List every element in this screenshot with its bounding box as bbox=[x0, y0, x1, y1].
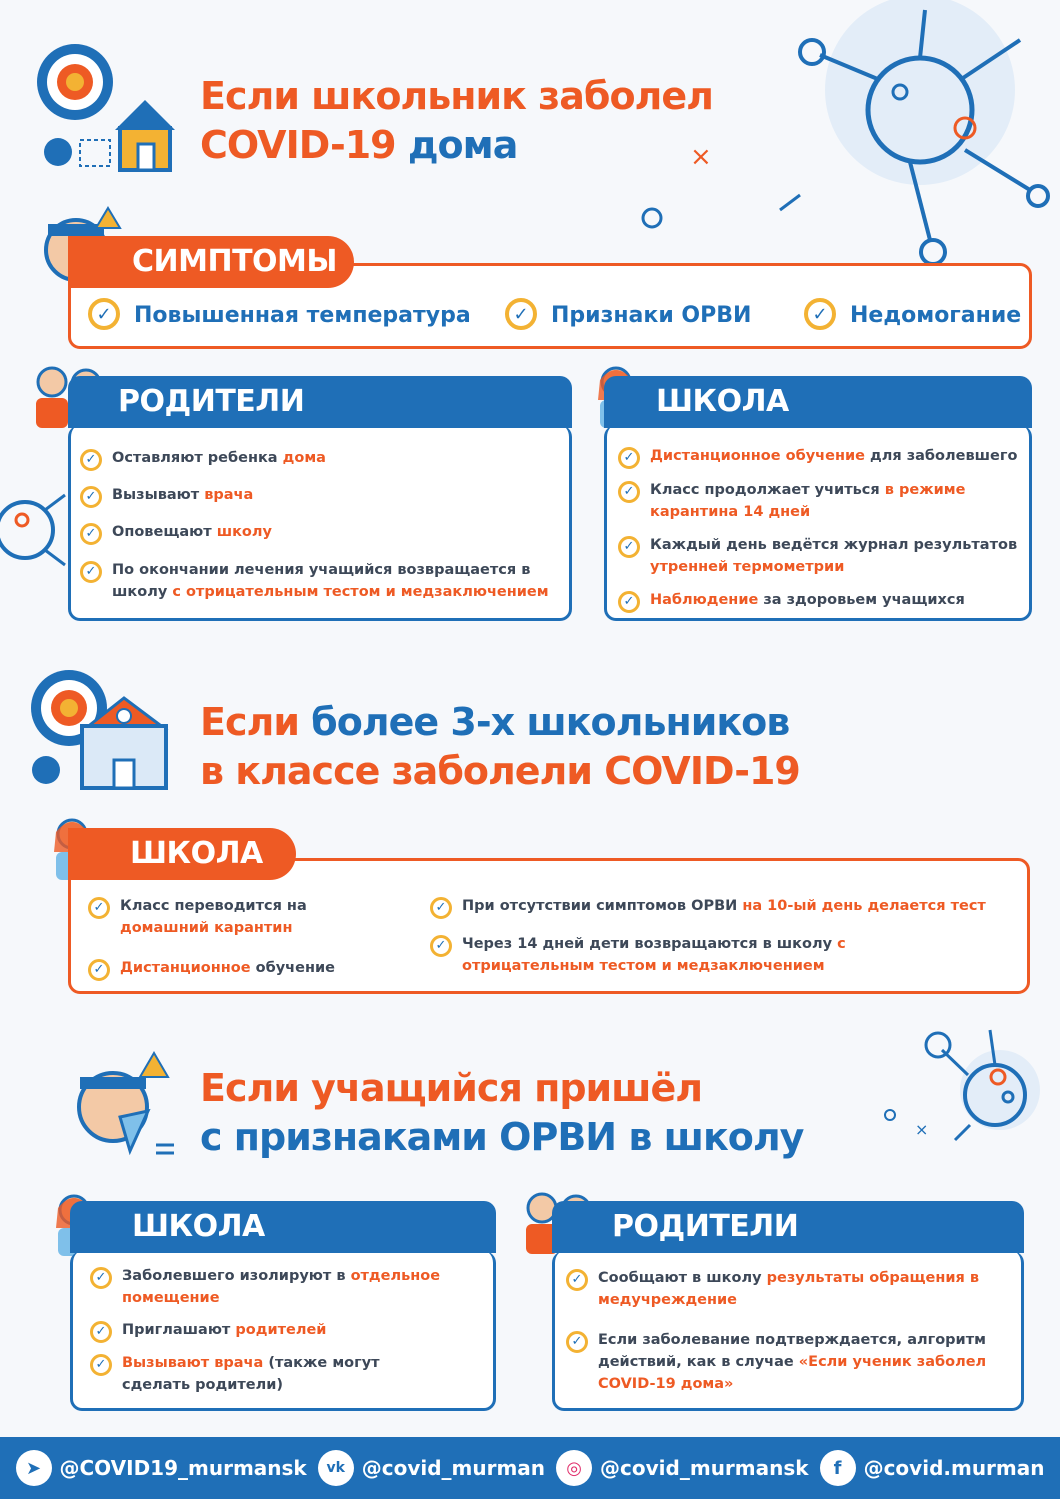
symptom-text: Повышенная температура bbox=[134, 302, 471, 328]
section2-title-if: Если bbox=[200, 700, 312, 744]
check-icon: ✓ bbox=[90, 1267, 112, 1289]
symptoms-label: СИМПТОМЫ bbox=[68, 236, 354, 288]
section3-title-line1: Если учащийся пришёл bbox=[200, 1066, 703, 1110]
instagram-link[interactable] bbox=[556, 1450, 809, 1486]
parents-item bbox=[80, 448, 560, 471]
check-icon: ✓ bbox=[80, 486, 102, 508]
item-text: Оставляют ребенка bbox=[112, 450, 283, 466]
item-highlight: в режиме карантина 14 дней bbox=[650, 482, 966, 520]
item-text: Приглашают bbox=[122, 1322, 236, 1338]
item-text: (также могут сделать родители) bbox=[122, 1355, 380, 1393]
item-text: Через 14 дней дети возвращаются в школу bbox=[462, 936, 838, 952]
school-item bbox=[618, 480, 1026, 524]
parents-label-1: РОДИТЕЛИ bbox=[68, 376, 572, 428]
item-highlight: родителей bbox=[235, 1322, 327, 1338]
telegram-handle: @COVID19_murmansk bbox=[59, 1456, 307, 1480]
vk-icon: vk bbox=[318, 1450, 354, 1486]
virus-school-icon bbox=[24, 668, 174, 798]
vk-link[interactable] bbox=[318, 1450, 545, 1486]
parents-item bbox=[80, 485, 560, 508]
item-text: Заболевшего изолируют в bbox=[122, 1268, 351, 1284]
check-icon: ✓ bbox=[88, 897, 110, 919]
section3-title-line2: с признаками ОРВИ в школу bbox=[200, 1115, 804, 1160]
check-icon: ✓ bbox=[88, 959, 110, 981]
check-icon: ✓ bbox=[80, 449, 102, 471]
school-item bbox=[90, 1353, 390, 1397]
check-icon: ✓ bbox=[430, 935, 452, 957]
item-highlight: на 10-ый день делается тест bbox=[742, 898, 986, 914]
item-highlight: Дистанционное обучение bbox=[650, 448, 865, 464]
parents-item bbox=[80, 522, 560, 545]
check-icon: ✓ bbox=[90, 1354, 112, 1376]
check-icon: ✓ bbox=[88, 298, 120, 330]
facebook-link[interactable] bbox=[820, 1450, 1045, 1486]
check-icon: ✓ bbox=[566, 1269, 588, 1291]
item-highlight: дома bbox=[282, 450, 326, 466]
item-highlight: результаты обращения в медучреждение bbox=[598, 1270, 980, 1308]
school-item bbox=[618, 535, 1026, 579]
school-label-3: ШКОЛА bbox=[70, 1201, 496, 1253]
section2-title-line2: в классе заболели COVID-19 bbox=[200, 749, 800, 794]
symptom-text: Признаки ОРВИ bbox=[551, 302, 752, 328]
symptom-item-fever bbox=[88, 300, 471, 330]
parents-item bbox=[566, 1330, 1006, 1395]
school-item bbox=[88, 896, 388, 940]
item-text: за здоровьем учащихся bbox=[758, 592, 965, 608]
item-text: для заболевшего bbox=[864, 448, 1018, 464]
check-icon: ✓ bbox=[618, 447, 640, 469]
section2-title bbox=[200, 698, 800, 797]
school-item bbox=[430, 934, 870, 978]
check-icon: ✓ bbox=[80, 561, 102, 583]
item-highlight: врача bbox=[204, 487, 254, 503]
school-label-1: ШКОЛА bbox=[604, 376, 1032, 428]
item-text: Класс продолжает учиться bbox=[650, 482, 885, 498]
section2-title-more: более 3-х школьников bbox=[311, 700, 790, 744]
check-icon: ✓ bbox=[505, 298, 537, 330]
section1-title-covid: COVID-19 bbox=[200, 123, 396, 168]
item-highlight: утренней термометрии bbox=[650, 558, 845, 575]
parents-label-3: РОДИТЕЛИ bbox=[552, 1201, 1024, 1253]
check-icon: ✓ bbox=[430, 897, 452, 919]
school-item bbox=[618, 590, 1026, 613]
item-highlight: школу bbox=[216, 524, 272, 540]
telegram-link[interactable] bbox=[16, 1450, 307, 1486]
svg-text:×: × bbox=[915, 1120, 929, 1139]
item-highlight: «Если ученик заболел COVID-19 дома» bbox=[598, 1353, 987, 1392]
item-highlight: домашний карантин bbox=[120, 919, 293, 936]
virus-decoration-top-right bbox=[690, 0, 1060, 290]
check-icon: ✓ bbox=[618, 591, 640, 613]
item-text: По окончании лечения учащийся возвращается в школу bbox=[112, 562, 531, 600]
school-item bbox=[618, 446, 1026, 469]
sick-face-icon bbox=[58, 1045, 178, 1165]
item-highlight: с отрицательным тестом и медзаключением bbox=[172, 583, 549, 600]
school-label-2: ШКОЛА bbox=[68, 828, 296, 880]
item-text: Сообщают в школу bbox=[598, 1270, 767, 1286]
section1-title bbox=[200, 72, 713, 171]
item-highlight: Дистанционное bbox=[120, 960, 251, 976]
svg-text:×: × bbox=[690, 142, 712, 172]
section1-title-home: дома bbox=[407, 123, 518, 168]
parents-item bbox=[566, 1268, 1006, 1312]
vk-handle: @covid_murman bbox=[361, 1456, 546, 1480]
item-highlight: с отрицательным тестом и медзаключением bbox=[462, 936, 846, 974]
section3-title bbox=[200, 1064, 803, 1163]
school-item bbox=[90, 1266, 480, 1310]
symptom-item-arvi bbox=[505, 300, 751, 330]
telegram-icon: ➤ bbox=[16, 1450, 52, 1486]
symptom-text: Недомогание bbox=[850, 302, 1022, 328]
facebook-icon: f bbox=[820, 1450, 856, 1486]
item-text: При отсутствии симптомов ОРВИ bbox=[462, 898, 743, 914]
item-highlight: Наблюдение bbox=[650, 592, 759, 608]
item-text: Если заболевание подтверждается, алгоритм действий, как в случае bbox=[598, 1332, 986, 1370]
check-icon: ✓ bbox=[80, 523, 102, 545]
item-text: Оповещают bbox=[112, 524, 217, 540]
check-icon: ✓ bbox=[618, 536, 640, 558]
instagram-icon: ◎ bbox=[556, 1450, 592, 1486]
parents-item bbox=[80, 560, 560, 604]
instagram-handle: @covid_murmansk bbox=[600, 1456, 809, 1480]
school-item bbox=[88, 958, 388, 981]
facebook-handle: @covid.murman bbox=[863, 1456, 1045, 1480]
virus-house-icon bbox=[30, 40, 180, 180]
school-item bbox=[430, 896, 1010, 919]
virus-decoration-mid-right bbox=[880, 1015, 1060, 1155]
social-footer bbox=[0, 1437, 1060, 1499]
item-text: Каждый день ведётся журнал результатов bbox=[650, 537, 1018, 553]
item-text: Вызывают bbox=[112, 487, 205, 503]
school-item bbox=[90, 1320, 480, 1343]
virus-decoration-left bbox=[0, 480, 70, 590]
check-icon: ✓ bbox=[566, 1331, 588, 1353]
check-icon: ✓ bbox=[618, 481, 640, 503]
item-highlight: Вызывают врача bbox=[122, 1355, 264, 1371]
check-icon: ✓ bbox=[804, 298, 836, 330]
symptom-item-malaise bbox=[804, 300, 1021, 330]
item-text: Класс переводится на bbox=[120, 898, 307, 914]
item-highlight: отдельное помещение bbox=[122, 1268, 441, 1306]
section1-title-line1: Если школьник заболел bbox=[200, 74, 713, 118]
check-icon: ✓ bbox=[90, 1321, 112, 1343]
item-text: обучение bbox=[250, 960, 335, 976]
